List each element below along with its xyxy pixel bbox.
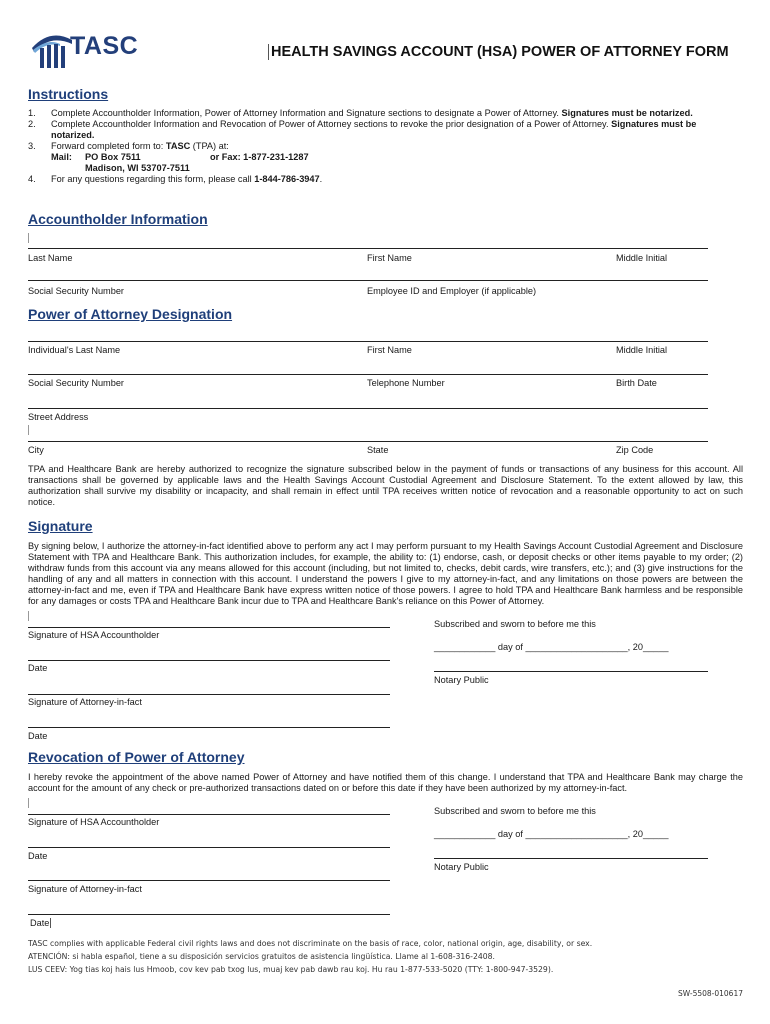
form-title: HEALTH SAVINGS ACCOUNT (HSA) POWER OF ATTORNEY FORM [268,44,729,60]
accountholder-name-line[interactable] [28,248,708,249]
poa-first-name-label: First Name [367,345,412,355]
poa-zip-label: Zip Code [616,445,654,455]
spanish-notice: ATENCIÓN: si habla español, tiene a su disposición servicios gratuitos de asistencia lingüística. Llame al 1-608-316-2408. [28,952,495,961]
attorney-date-label: Date [28,731,48,741]
revocation-holder-signature-line[interactable] [28,814,390,815]
revocation-holder-date-line[interactable] [28,847,390,848]
poa-authorization-text: TPA and Healthcare Bank are hereby authorized to recognize the signature subscribed below in the payment of funds or transactions of any business for this account. All transactions shall be governed by applicable laws and the Health Savings Account Custodial Agreement and Disclosure Statement. To the extent allowed by law, this authorization shall survive my disability or incapacity, and shall remain in effect until TPA receives written notice of revocation and a reasonable opportunity to act on such notice. [28,464,743,507]
field-marker [28,611,29,621]
poa-heading: Power of Attorney Designation [28,306,233,322]
poa-last-name-label: Individual's Last Name [28,345,121,355]
holder-signature-label: Signature of HSA Accountholder [28,630,160,640]
field-marker [28,233,29,243]
revocation-holder-signature-label: Signature of HSA Accountholder [28,817,160,827]
instructions-list [28,108,728,185]
instructions-heading: Instructions [28,86,109,102]
poa-street-line[interactable] [28,408,708,409]
notary-signature-line[interactable] [434,671,708,672]
attorney-date-line[interactable] [28,727,390,728]
revocation-notary-subscribed-text: Subscribed and sworn to before me this [434,806,596,816]
revocation-attorney-date-line[interactable] [28,914,390,915]
revocation-attorney-signature-line[interactable] [28,880,390,881]
attorney-signature-label: Signature of Attorney-in-fact [28,697,142,707]
tasc-logo [30,24,160,80]
accountholder-last-name-label: Last Name [28,253,73,263]
poa-phone-label: Telephone Number [367,378,445,388]
revocation-notary-public-label: Notary Public [434,862,489,872]
poa-birth-date-label: Birth Date [616,378,657,388]
fax-number: or Fax: 1-877-231-1287 [210,152,309,162]
revocation-heading: Revocation of Power of Attorney [28,749,245,765]
revocation-holder-date-label: Date [28,851,48,861]
poa-city-line[interactable] [28,441,708,442]
notary-day-line[interactable]: ____________ day of ____________________, 20_____ [434,642,669,652]
accountholder-first-name-label: First Name [367,253,412,263]
revocation-notary-day-line[interactable]: ____________ day of ____________________, 20_____ [434,829,669,839]
mail-address-line1: Mail: PO Box 7511 or Fax: 1-877-231-1287 [51,152,309,162]
signature-heading: Signature [28,518,93,534]
accountholder-employee-id-label: Employee ID and Employer (if applicable) [367,286,537,296]
revocation-text: I hereby revoke the appointment of the above named Power of Attorney and have notified them of this change. I understand that TPA and Healthcare Bank may charge the account for the amount of any check or pre-authorized transactions dated on or before this date if they have been authorized by my attorney-in-fact. [28,772,743,793]
instruction-item-1: 1. Complete Accountholder Information, Power of Attorney Information and Signature sections to designate a Power of Attorney. Signatures must be notarized. [28,108,693,118]
instruction-item-2: 2. Complete Accountholder Information and Revocation of Power of Attorney sections to revoke the prior designation of a Power of Attorney. Signatures must be notarized. [28,119,697,140]
notary-public-label: Notary Public [434,675,489,685]
poa-middle-initial-label: Middle Initial [616,345,668,355]
phone-number: 1-844-786-3947 [254,174,320,184]
poa-city-label: City [28,445,44,455]
poa-name-line[interactable] [28,341,708,342]
mail-address-line2: Madison, WI 53707-7511 [85,163,190,173]
notary-subscribed-text: Subscribed and sworn to before me this [434,619,596,629]
accountholder-heading: Accountholder Information [28,211,208,227]
poa-ssn-label: Social Security Number [28,378,124,388]
attorney-signature-line[interactable] [28,694,390,695]
revocation-notary-signature-line[interactable] [434,858,708,859]
nondiscrimination-notice: TASC complies with applicable Federal civil rights laws and does not discriminate on the basis of race, color, national origin, age, disability, or sex. [28,939,593,948]
instruction-item-4: 4. For any questions regarding this form, please call 1-844-786-3947. [28,174,323,184]
holder-signature-line[interactable] [28,627,390,628]
accountholder-middle-initial-label: Middle Initial [616,253,668,263]
poa-state-label: State [367,445,389,455]
field-marker [28,798,29,808]
poa-ssn-line[interactable] [28,374,708,375]
form-code: SW-5508-010617 [677,989,743,998]
footer-notice [28,937,728,976]
accountholder-ssn-line[interactable] [28,280,708,281]
revocation-attorney-date-label: Date [30,918,50,928]
revocation-attorney-signature-label: Signature of Attorney-in-fact [28,884,142,894]
tasc-logo-mark [30,26,74,76]
field-marker [28,425,29,435]
signature-text: By signing below, I authorize the attorney-in-fact identified above to perform any act I may perform pursuant to my Health Savings Account Custodial Agreement and Disclosure Statement with TPA and Healthcare Bank. This authorization includes, for example, the ability to: (1) endorse, cash, or deposit checks or other items payable to my order; (2) withdraw funds from this account via any means allowed for this account (including, but not limited to, checks, debit cards, wire transfers, etc.); and (3) give instructions for the handling of any and all matters in connection with this account. I understand the powers I give to my attorney-in-fact, and any limitations on those powers are between the attorney-in-fact and me, even if TPA and Healthcare Bank have express written notice of those powers. I agree to hold TPA and Healthcare Bank harmless and be responsible for any damages or costs TPA and Healthcare Bank incur due to TPA and Healthcare Bank's reliance on this Power of Attorney. [28,541,743,606]
tasc-logo-text: TASC [70,32,139,60]
poa-street-label: Street Address [28,412,89,422]
holder-date-line[interactable] [28,660,390,661]
holder-date-label: Date [28,663,48,673]
instruction-item-3: 3. Forward completed form to: TASC (TPA) at: [28,141,229,151]
hmong-notice: LUS CEEV: Yog tias koj hais lus Hmoob, cov kev pab txog lus, muaj kev pab dawb rau koj. Hu rau 1-877-533-5020 (TTY: 1-800-947-3529). [28,965,554,974]
accountholder-ssn-label: Social Security Number [28,286,124,296]
